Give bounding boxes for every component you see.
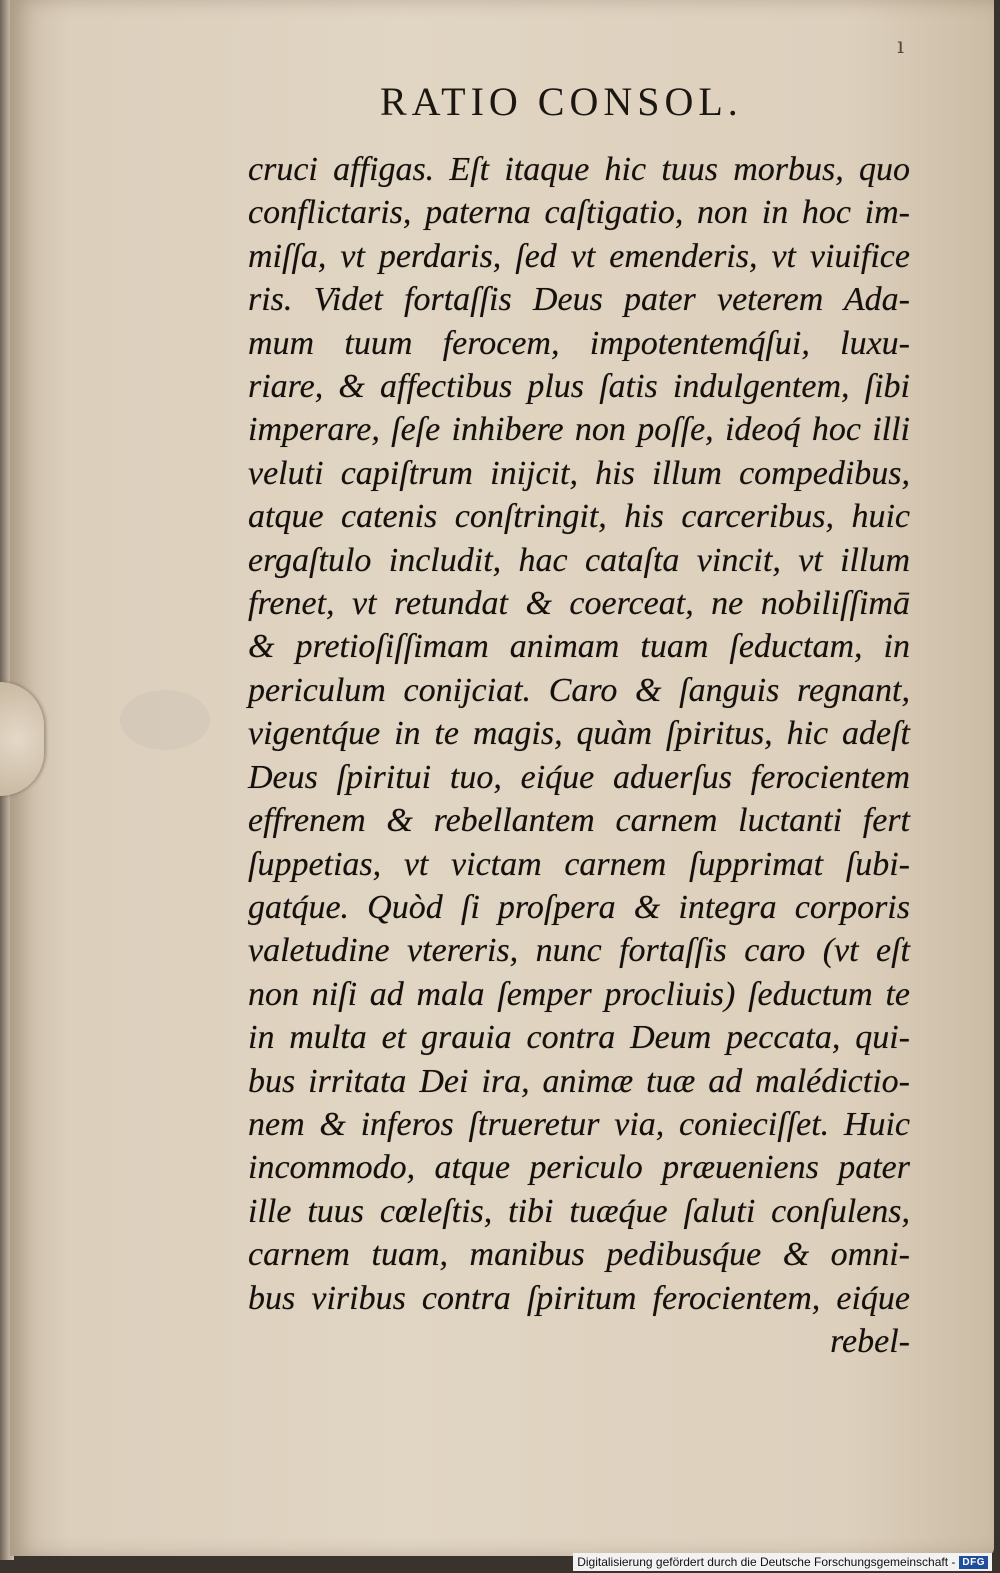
text-line: periculum conijciat. Caro & ſanguis regnant, — [248, 671, 910, 709]
text-line: cruci affigas. Eſt itaque hic tuus morbus, quo — [248, 151, 910, 188]
text-line: imperare, ſeſe inhibere non poſſe, ideoq́ hoc illi — [248, 411, 910, 449]
text-line: mum tuum ferocem, impotentemq́ſui, luxu- — [248, 324, 910, 362]
text-line: effrenem & rebellantem carnem luctanti fert — [248, 802, 910, 840]
paper-stain — [120, 690, 210, 750]
text-line: ris. Videt fortaſſis Deus pater veterem Ada- — [248, 281, 910, 319]
body-text — [248, 148, 910, 1363]
text-line: atque catenis conſtringit, his carceribus, huic — [248, 498, 910, 536]
text-line: ille tuus cœleſtis, tibi tuæq́ue ſaluti conſulens, — [248, 1192, 910, 1230]
text-line: valetudine vtereris, nunc fortaſſis caro (vt eſt — [248, 932, 910, 970]
text-line: & pretioſiſſimam animam tuam ſeductam, in — [248, 628, 910, 666]
text-line: veluti capiſtrum inijcit, his illum compedibus, — [248, 454, 910, 492]
text-line: miſſa, vt perdaris, ſed vt emenderis, vt viuifice — [248, 237, 910, 275]
text-line: ſuppetias, vt victam carnem ſupprimat ſubi- — [248, 845, 910, 883]
text-line: in multa et grauia contra Deum peccata, qui- — [248, 1019, 910, 1057]
text-line: incommodo, atque periculo præueniens pater — [248, 1149, 910, 1187]
footer-credit: Digitalisierung gefördert durch die Deutsche Forschungsgemeinschaft - — [577, 1555, 956, 1569]
text-line: carnem tuam, manibus pedibusq́ue & omni- — [248, 1236, 910, 1274]
text-line: riare, & affectibus plus ſatis indulgentem, ſibi — [248, 368, 910, 406]
running-header: RATIO CONSOL. — [380, 79, 743, 124]
text-line: ergaſtulo includit, hac cataſta vincit, vt illum — [248, 541, 910, 579]
signature-mark: ı — [896, 34, 904, 59]
catchword: rebel- — [830, 1322, 910, 1360]
text-line: frenet, vt retundat & coerceat, ne nobiliſſimā — [248, 585, 910, 623]
text-line: bus irritata Dei ira, animæ tuæ ad malédictio- — [248, 1062, 910, 1100]
dfg-logo: DFG — [959, 1556, 988, 1569]
text-line: vigentq́ue in te magis, quàm ſpiritus, hic adeſt — [248, 715, 910, 753]
text-line: gatq́ue. Quòd ſi proſpera & integra corporis — [248, 888, 910, 926]
text-line: non niſi ad mala ſemper procliuis) ſeductum te — [248, 975, 910, 1013]
text-line: Deus ſpiritui tuo, eiq́ue aduerſus ferocientem — [248, 758, 910, 796]
text-line: nem & inferos ſtrueretur via, conieciſſet. Huic — [248, 1105, 910, 1143]
text-line: conflictaris, paterna caſtigatio, non in hoc im- — [248, 194, 910, 232]
text-line: bus viribus contra ſpiritum ferocientem, eiq́ue — [248, 1279, 910, 1317]
digitization-footer — [573, 1553, 992, 1571]
